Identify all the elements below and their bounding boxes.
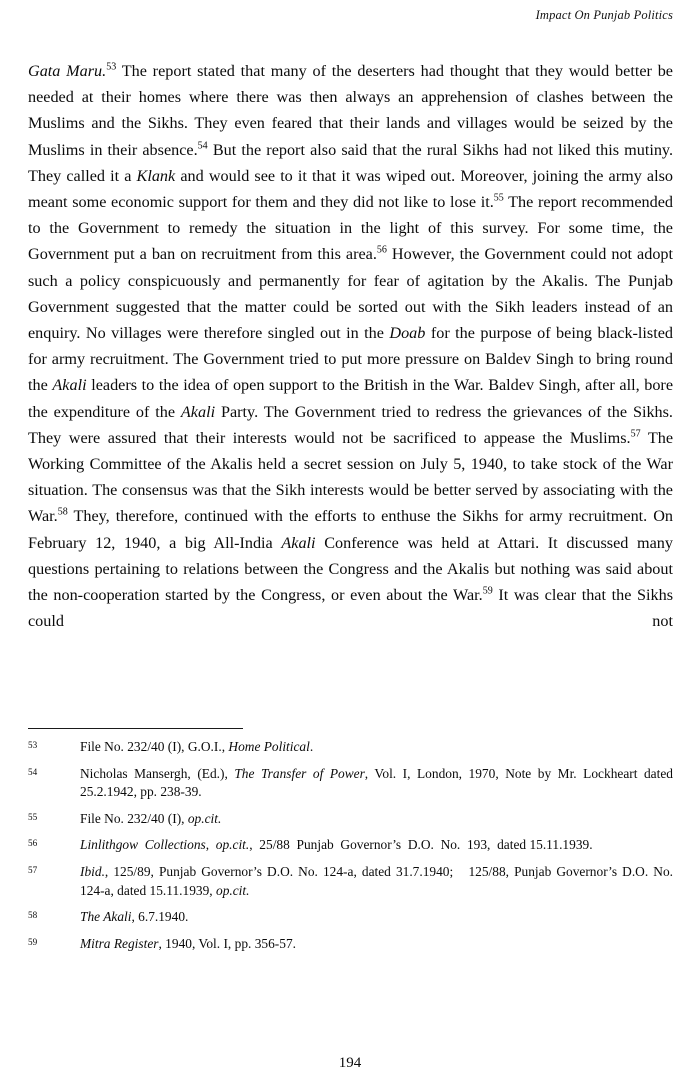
footnote-separator-rule [28,728,243,729]
footnote-area [28,728,673,953]
footnote-number: 55 [28,811,38,822]
footnote-number: 53 [28,740,38,750]
footnote-text: File No. 232/40 (I), op.cit. [80,810,222,826]
footnote-item [28,863,673,900]
body-text-block [28,58,673,634]
footnote-number: 59 [28,936,38,947]
body-paragraph: Gata Maru.$^{53}$ The report stated that many of the deserters had thought that they would better be needed at their homes where there was then always an apprehension of clashes between the Muslims and the Sikhs. They even feared that their lands and villages would be seized by the Muslims in their absence.$^{54}$ But the report also said that the rural Sikhs had not liked this mutiny. They called it a Klank and would see to it that it was wiped out. Moreover, joining the army also meant some economic support for them and they did not like to lose it.$^{55}$ The report recommended to the Government to remedy the situation in the light of this survey. For some time, the Government put a ban on recruitment from this area.$^{56}$ However, the Government could not adopt such a policy conspicuously and permanently for fear of agitation by the Akalis. The Punjab Government suggested that the matter could be sorted out with the Sikh leaders instead of an enquiry. No villages were therefore singled out in the Doab for the purpose of being black-listed for army recruitment. The Government tried to put more pressure on Baldev Singh to bring round the Akali leaders to the idea of open support to the British in the War. Baldev Singh, after all, bore the expenditure of the Akali Party. The Government tried to redress the grievances of the Sikhs. They were assured that their interests would not be sacrificed to appease the Muslims.$^{57}$ The Working Committee of the Akalis held a secret session on July 5, 1940, to take stock of the War situation. The consensus was that the Sikh interests would be better served by associating with the War.$^{58}$ They, therefore, continued with the efforts to enthuse the Sikhs for army recruitment. On February 12, 1940, a big All-India Akali Conference was held at Attari. It discussed many questions pertaining to relations between the Congress and the Akalis but nothing was said about the non-cooperation started by the Congress, or even about the War.$^{59}$ It was clear that the Sikhs could not [28,61,674,631]
footnote-text: Linlithgow Collections, op.cit., 25/88 Punjab Governor’s D.O. No. 193, dated 15.11.1939. [80,837,593,853]
page-number: 194 [338,1055,362,1071]
footnote-item [28,765,673,802]
footnote-text: The Akali, 6.7.1940. [80,909,189,925]
running-head: Impact On Punjab Politics [535,8,673,22]
footnote-number: 54 [28,766,38,777]
footnote-text: Nicholas Mansergh, (Ed.), The Transfer of Power, Vol. I, London, 1970, Note by Mr. Lockheart dated 25.2.1942, pp. 238-39. [80,765,673,800]
footnote-list [28,738,673,953]
footnote-number: 58 [28,910,38,921]
footnote-item [28,935,673,954]
footnote-text: File No. 232/40 (I), G.O.I., Home Political. [80,739,314,754]
footnote-item [28,908,673,927]
footnote-text: Mitra Register, 1940, Vol. I, pp. 356-57. [80,935,296,951]
footnote-number: 57 [28,864,38,875]
footnote-item [28,738,673,757]
footnote-number: 56 [28,838,38,849]
footnote-item [28,810,673,829]
footnote-text: Ibid., 125/89, Punjab Governor’s D.O. No. 124-a, dated 31.7.1940; 125/88, Punjab Governor’s D.O. No. 124-a, dated 15.11.1939, op.cit. [80,863,673,898]
footnote-item [28,836,673,855]
